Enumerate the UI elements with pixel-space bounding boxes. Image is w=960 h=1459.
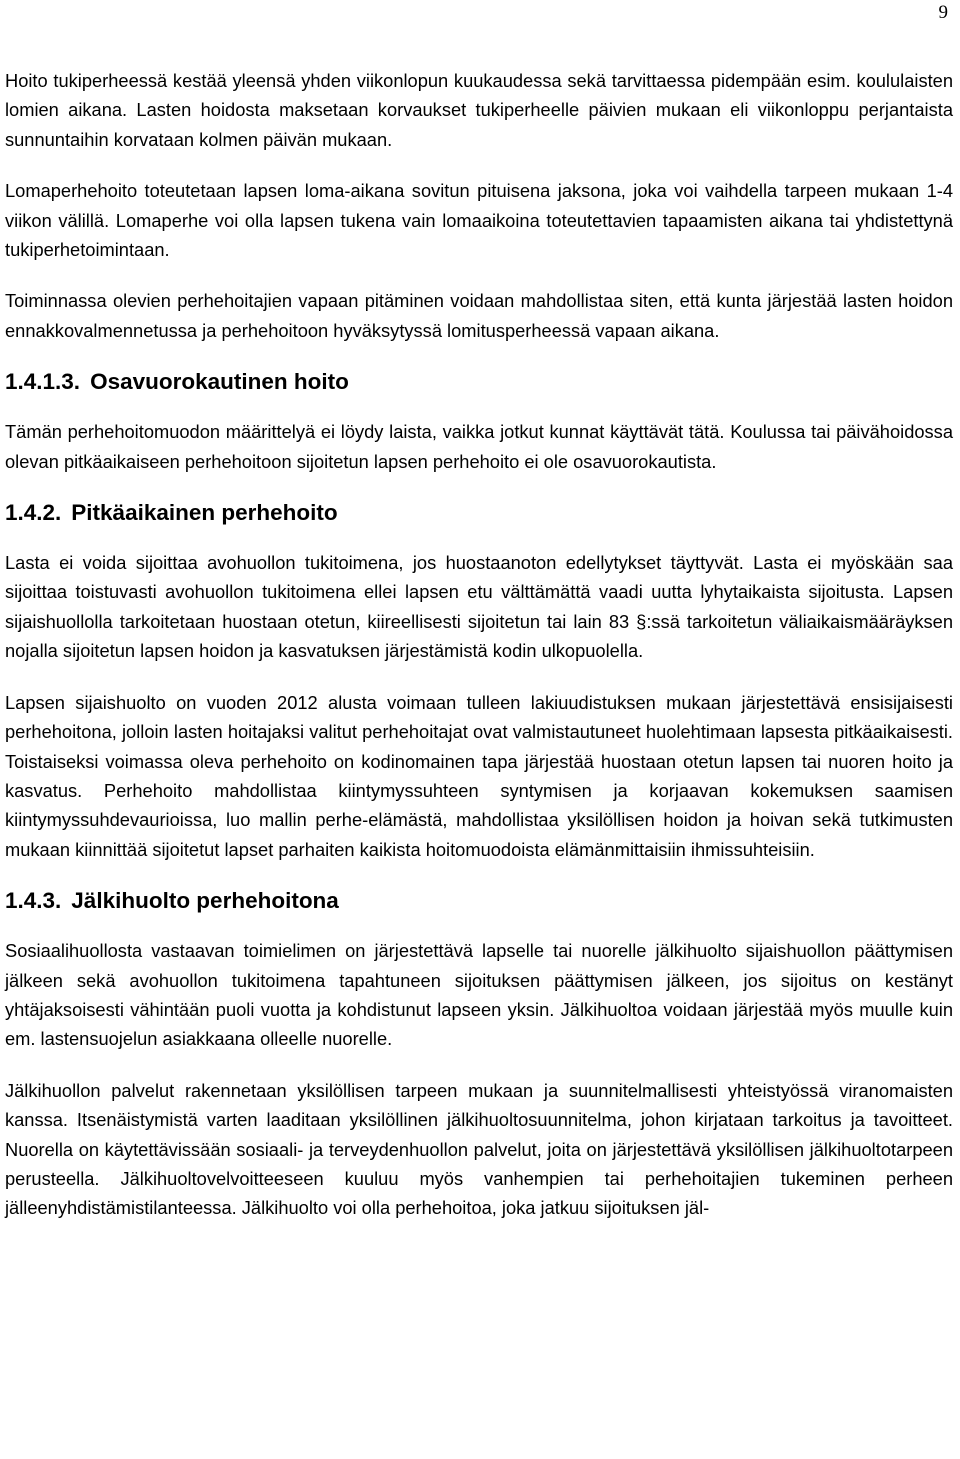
paragraph-sijoitus: Lasta ei voida sijoittaa avohuollon tukitoimena, jos huostaanoton edellytykset täyttyvät. Lasta ei myöskään saa sijoittaa toistuvasti avohuollon tukitoimena ellei lapsen etu välttämättä vaadi uutta lyhytaikaista sijoitusta. Lapsen sijaishuollolla tarkoitetaan huostaan otetun, kiireellisesti sijoitetun tai lain 83 §:ssä tarkoitetun väliaikaismääräyksen nojalla sijoitetun lapsen hoidon ja kasvatuksen järjestämistä kodin ulkopuolella. [5,552,953,662]
paragraph-jalkihuolto-palvelut: Jälkihuollon palvelut rakennetaan yksilöllisen tarpeen mukaan ja suunnitelmallisesti yhteistyössä viranomaisten kanssa. Itsenäistymistä varten laaditaan yksilöllinen jälkihuoltosuunnitelma, johon kirjataan tarkoitus ja tavoitteet. Nuorella on käytettävissään sosiaali- ja terveydenhuollon palvelut, joita on järjestettävä yksilöllisen jälkihuoltotarpeen perusteella. Jälkihuoltovelvoitteeseen kuuluu myös vanhempien tai perhehoitajien tukeminen perheen jälleenyhdistämistilanteessa. Jälkihuolto voi olla perhehoitoa, joka jatkuu sijoituksen jäl- [5,1079,953,1219]
section-number: 1.4.1.3. [5,369,81,395]
section-title: Osavuorokautinen hoito [90,369,349,395]
paragraph-lomaperhehoito: Lomaperhehoito toteutetaan lapsen loma-aikana sovitun pituisena jaksona, joka voi vaihdella tarpeen mukaan 1-4 viikon välillä. Lomaperhe voi olla lapsen tukena vain lomaaikoina toteutettavien tapaamisten aikana tai yhdistettynä tukiperhetoimintaan. [5,180,953,261]
document-body [5,66,953,1245]
paragraph-tukiperhe: Hoito tukiperheessä kestää yleensä yhden viikonlopun kuukaudessa sekä tarvittaessa pidempään esim. koululaisten lomien aikana. Lasten hoidosta maksetaan korvaukset tukiperheelle päivien mukaan eli viikonloppu perjantaista sunnuntaihin korvataan kolmen päivän mukaan. [5,70,953,150]
paragraph-sijaishuolto: Lapsen sijaishuolto on vuoden 2012 alusta voimaan tulleen lakiuudistuksen mukaan järjestettävä ensisijaisesti perhehoitona, jolloin lasten hoitajaksi valitut perhehoitajat ovat valmistautuneet huolehtimaan lapsesta pitkäaikaisesti. Toistaiseksi voimassa oleva perhehoito on kodinomainen tapa järjestää huostaan otetun lapsen tai nuoren hoito ja kasvatus. Perhehoito mahdollistaa kiintymyssuhteen syntymisen ja korjaavan kokemuksen saamisen kiintymyssuhdevaurioissa, luo mallin perhe-elämästä, mahdollistaa yksilöllisen hoidon ja hoivan sekä tutkimusten mukaan kiinnittää sijoitetut lapset parhaiten kaikista hoitomuodoista elämänmittaisiin ihmissuhteisiin. [5,691,953,860]
section-number: 1.4.3. [5,888,62,914]
page-number: 9 [938,2,948,23]
section-number: 1.4.2. [5,500,62,526]
paragraph-jalkihuolto-velvollisuus: Sosiaalihuollosta vastaavan toimielimen on järjestettävä lapselle tai nuorelle jälkihuolto sijaishuollon päättymisen jälkeen sekä avohuollon tukitoimena tapahtuneen sijoituksen päättymisen jälkeen, jos sijoitus on kestänyt yhtäjaksoisesti vähintään puoli vuotta ja kohdistunut lapseen yksin. Jälkihuoltoa voidaan järjestää myös muulle kuin em. lastensuojelun asiakkaana olleelle nuorelle. [5,940,953,1050]
section-title: Jälkihuolto perhehoitona [71,888,339,914]
section-heading-jalkihuolto [5,886,953,916]
section-heading-pitkaaikainen [5,498,953,528]
section-title: Pitkäaikainen perhehoito [71,500,338,526]
section-heading-osavuorokautinen [5,367,953,397]
paragraph-vapaan-pitaminen: Toiminnassa olevien perhehoitajien vapaan pitäminen voidaan mahdollistaa siten, että kunta järjestää lasten hoidon ennakkovalmennetussa ja perhehoitoon hyväksytyssä lomitusperheessä vapaan aikana. [5,290,953,341]
paragraph-osavuorokautinen: Tämän perhehoitomuodon määrittelyä ei löydy laista, vaikka jotkut kunnat käyttävät tätä. Koulussa tai päivähoidossa olevan pitkäaikaiseen perhehoitoon sijoitetun lapsen perhehoito ei ole osavuorokautista. [5,421,953,472]
